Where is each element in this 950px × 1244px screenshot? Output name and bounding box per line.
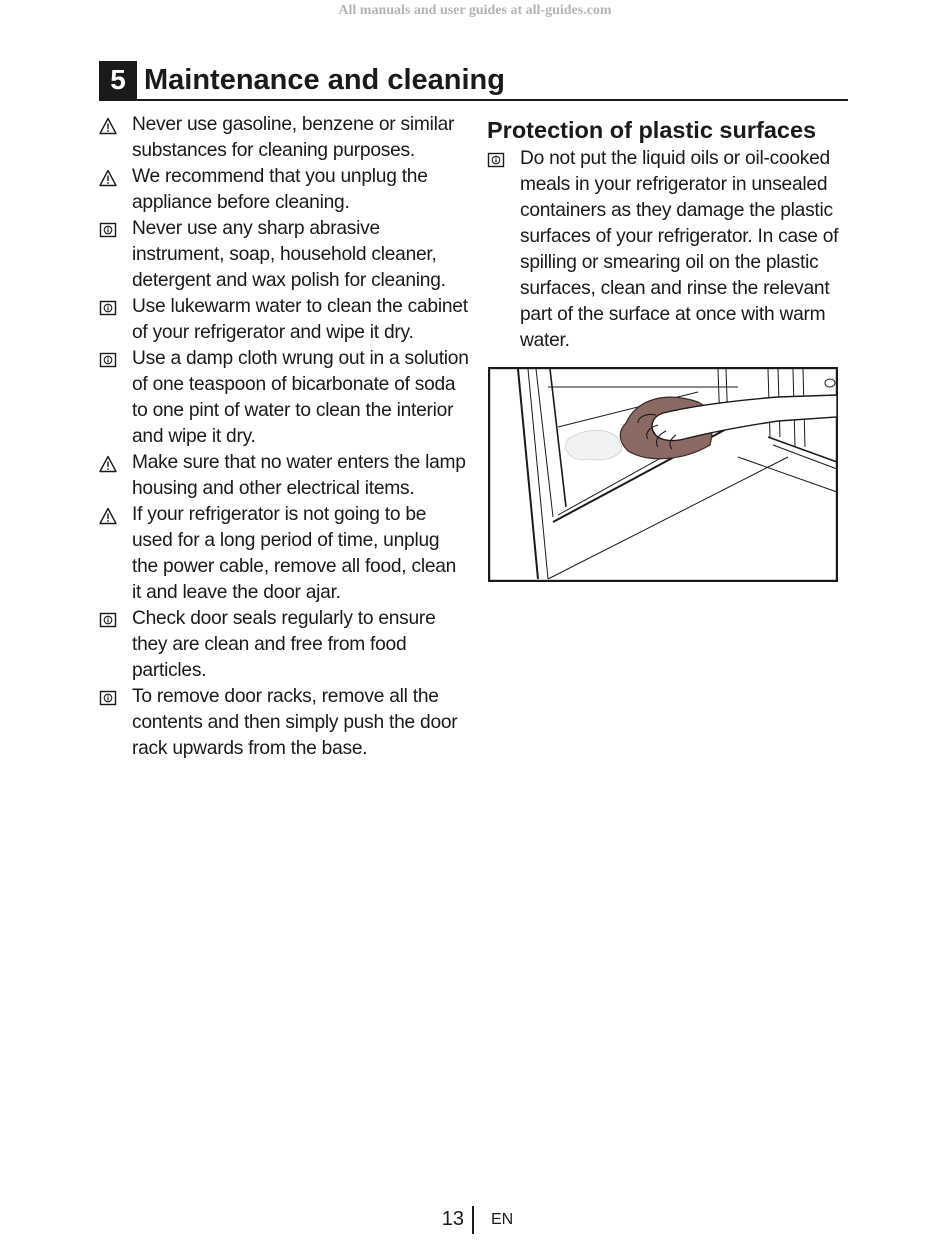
cleaning-instructions-list	[99, 112, 469, 762]
list-item	[99, 112, 469, 164]
chapter-number: 5	[99, 61, 137, 99]
warning-icon	[99, 117, 117, 135]
info-icon	[99, 689, 117, 707]
watermark: All manuals and user guides at all-guides.com	[338, 3, 612, 18]
warning-icon	[99, 455, 117, 473]
list-item	[99, 216, 469, 294]
cleaning-illustration	[488, 367, 838, 582]
list-item-text: Use lukewarm water to clean the cabinet of your refrigerator and wipe it dry.	[132, 296, 468, 343]
warning-icon	[99, 507, 117, 525]
list-item-text: Make sure that no water enters the lamp housing and other electrical items.	[132, 452, 466, 499]
list-item-text: If your refrigerator is not going to be used for a long period of time, unplug the power cable, remove all food, clean it and leave the door ajar.	[132, 504, 457, 603]
list-item	[99, 164, 469, 216]
section-title: Protection of plastic surfaces	[487, 117, 817, 143]
list-item	[99, 294, 469, 346]
list-item-text: Never use gasoline, benzene or similar substances for cleaning purposes.	[132, 114, 455, 161]
list-item-text: Check door seals regularly to ensure they are clean and free from food particles.	[132, 608, 436, 681]
list-item	[99, 502, 469, 606]
info-icon	[99, 221, 117, 239]
warning-icon	[99, 169, 117, 187]
list-item-text: Use a damp cloth wrung out in a solution of one teaspoon of bicarbonate of soda to one pint of water to clean the interior and wipe it dry.	[132, 348, 469, 447]
list-item	[99, 684, 469, 762]
language-code: EN	[491, 1211, 514, 1228]
list-item	[487, 146, 849, 354]
list-item	[99, 606, 469, 684]
footer-divider	[472, 1206, 474, 1234]
list-item	[99, 346, 469, 450]
page-number: 13	[441, 1208, 464, 1230]
info-icon	[487, 151, 505, 169]
chapter-header	[99, 61, 848, 101]
list-item	[99, 450, 469, 502]
page-footer	[0, 1206, 950, 1236]
list-item-text: To remove door racks, remove all the contents and then simply push the door rack upwards from the base.	[132, 686, 458, 759]
info-icon	[99, 351, 117, 369]
info-icon	[99, 299, 117, 317]
info-icon	[99, 611, 117, 629]
protection-section	[487, 117, 849, 582]
list-item-text: We recommend that you unplug the appliance before cleaning.	[132, 166, 428, 213]
list-item-text: Do not put the liquid oils or oil-cooked meals in your refrigerator in unsealed containers as they damage the plastic surfaces of your refrigerator. In case of spilling or smearing oil on the plastic surfaces, clean and rinse the relevant part of the surface at once with warm water.	[520, 148, 839, 351]
chapter-title: Maintenance and cleaning	[144, 64, 505, 96]
list-item-text: Never use any sharp abrasive instrument, soap, household cleaner, detergent and wax polish for cleaning.	[132, 218, 446, 291]
